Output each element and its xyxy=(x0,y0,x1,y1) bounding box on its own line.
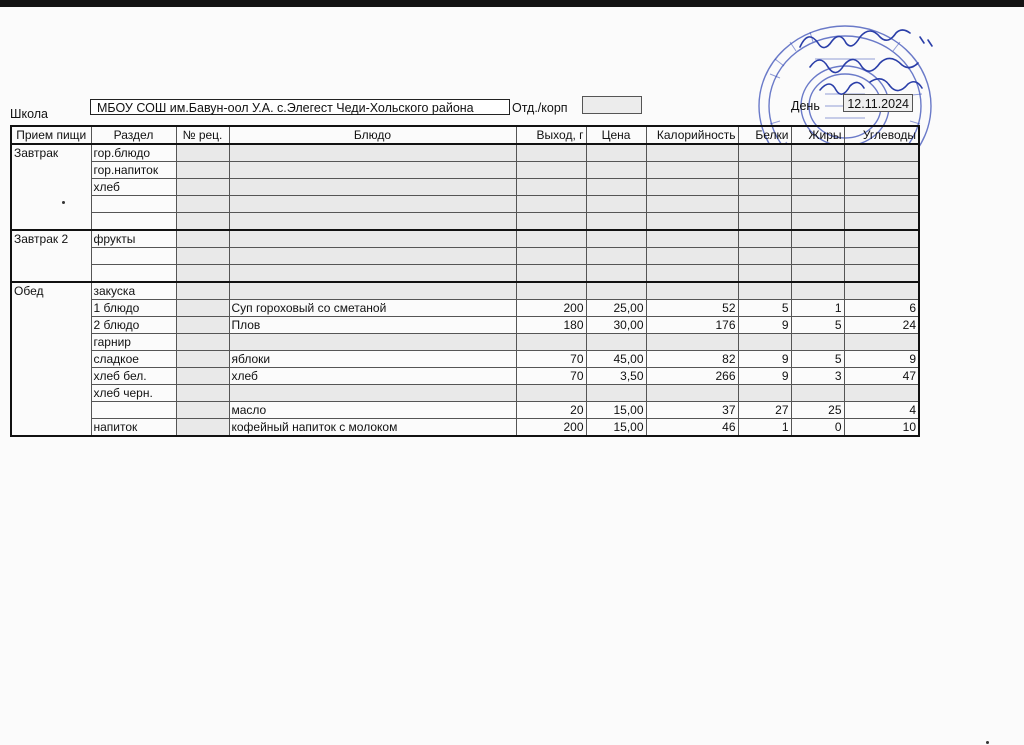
day-field: 12.11.2024 xyxy=(843,94,913,112)
col-header-recipe: № рец. xyxy=(176,126,229,144)
cell-yield xyxy=(516,385,586,402)
cell-price: 15,00 xyxy=(586,419,646,437)
cell-fat xyxy=(791,179,844,196)
cell-recipe-number xyxy=(176,248,229,265)
cell-price xyxy=(586,196,646,213)
cell-calories xyxy=(646,179,738,196)
cell-section: напиток xyxy=(91,419,176,437)
cell-dish xyxy=(229,230,516,248)
cell-protein xyxy=(738,282,791,300)
cell-yield xyxy=(516,282,586,300)
cell-fat: 3 xyxy=(791,368,844,385)
cell-price xyxy=(586,282,646,300)
cell-yield xyxy=(516,162,586,179)
cell-recipe-number xyxy=(176,385,229,402)
table-row xyxy=(11,230,919,248)
cell-price: 30,00 xyxy=(586,317,646,334)
meal-cell xyxy=(11,368,91,385)
cell-carbs xyxy=(844,230,919,248)
cell-recipe-number xyxy=(176,402,229,419)
meal-cell xyxy=(11,196,91,213)
day-label: День xyxy=(791,99,820,113)
menu-table xyxy=(10,125,920,437)
cell-carbs xyxy=(844,213,919,231)
meal-cell xyxy=(11,385,91,402)
cell-protein xyxy=(738,248,791,265)
cell-yield: 180 xyxy=(516,317,586,334)
table-row xyxy=(11,385,919,402)
cell-calories xyxy=(646,213,738,231)
cell-yield xyxy=(516,196,586,213)
cell-dish xyxy=(229,385,516,402)
meal-cell xyxy=(11,179,91,196)
cell-fat xyxy=(791,385,844,402)
cell-calories: 82 xyxy=(646,351,738,368)
dept-field xyxy=(582,96,642,114)
cell-dish xyxy=(229,196,516,213)
cell-dish xyxy=(229,248,516,265)
cell-yield: 200 xyxy=(516,300,586,317)
table-row xyxy=(11,162,919,179)
cell-price xyxy=(586,385,646,402)
cell-calories: 266 xyxy=(646,368,738,385)
cell-price xyxy=(586,144,646,162)
table-row xyxy=(11,144,919,162)
cell-calories xyxy=(646,282,738,300)
cell-carbs xyxy=(844,385,919,402)
cell-section: хлеб бел. xyxy=(91,368,176,385)
meal-cell xyxy=(11,402,91,419)
cell-price xyxy=(586,248,646,265)
cell-protein: 9 xyxy=(738,317,791,334)
scan-top-border xyxy=(0,0,1024,7)
cell-calories xyxy=(646,162,738,179)
cell-protein xyxy=(738,230,791,248)
cell-price: 25,00 xyxy=(586,300,646,317)
cell-carbs xyxy=(844,282,919,300)
cell-fat xyxy=(791,265,844,283)
cell-calories xyxy=(646,334,738,351)
cell-fat xyxy=(791,230,844,248)
col-header-fat: Жиры xyxy=(791,126,844,144)
cell-carbs xyxy=(844,248,919,265)
table-row xyxy=(11,196,919,213)
cell-fat: 0 xyxy=(791,419,844,437)
cell-fat xyxy=(791,282,844,300)
col-header-dish: Блюдо xyxy=(229,126,516,144)
cell-recipe-number xyxy=(176,334,229,351)
cell-yield: 200 xyxy=(516,419,586,437)
cell-yield xyxy=(516,179,586,196)
cell-fat xyxy=(791,213,844,231)
meal-cell xyxy=(11,265,91,283)
col-header-protein: Белки xyxy=(738,126,791,144)
cell-calories xyxy=(646,265,738,283)
cell-dish xyxy=(229,179,516,196)
cell-carbs: 47 xyxy=(844,368,919,385)
cell-dish xyxy=(229,265,516,283)
cell-recipe-number xyxy=(176,144,229,162)
school-name-field: МБОУ СОШ им.Бавун-оол У.А. с.Элегест Чеди-Хольского района xyxy=(90,99,510,115)
cell-carbs xyxy=(844,162,919,179)
cell-price xyxy=(586,179,646,196)
meal-cell xyxy=(11,317,91,334)
cell-yield xyxy=(516,144,586,162)
cell-protein xyxy=(738,213,791,231)
cell-dish: кофейный напиток с молоком xyxy=(229,419,516,437)
cell-section xyxy=(91,402,176,419)
col-header-kcal: Калорийность xyxy=(646,126,738,144)
cell-fat xyxy=(791,144,844,162)
cell-calories xyxy=(646,144,738,162)
cell-recipe-number xyxy=(176,196,229,213)
cell-section: хлеб черн. xyxy=(91,385,176,402)
table-row xyxy=(11,419,919,437)
cell-dish: Плов xyxy=(229,317,516,334)
meal-cell: Завтрак xyxy=(11,144,91,162)
cell-dish: масло xyxy=(229,402,516,419)
cell-yield xyxy=(516,213,586,231)
table-row xyxy=(11,265,919,283)
cell-protein: 27 xyxy=(738,402,791,419)
table-row xyxy=(11,368,919,385)
cell-yield xyxy=(516,265,586,283)
cell-price xyxy=(586,265,646,283)
cell-dish: яблоки xyxy=(229,351,516,368)
cell-price: 45,00 xyxy=(586,351,646,368)
scan-speck xyxy=(986,741,989,744)
cell-carbs xyxy=(844,144,919,162)
cell-carbs xyxy=(844,265,919,283)
cell-section xyxy=(91,265,176,283)
school-label: Школа xyxy=(10,107,48,121)
cell-protein: 9 xyxy=(738,368,791,385)
cell-recipe-number xyxy=(176,419,229,437)
cell-protein: 1 xyxy=(738,419,791,437)
cell-recipe-number xyxy=(176,213,229,231)
cell-section xyxy=(91,213,176,231)
cell-dish: хлеб xyxy=(229,368,516,385)
cell-recipe-number xyxy=(176,282,229,300)
dept-label: Отд./корп xyxy=(512,101,568,115)
cell-protein xyxy=(738,265,791,283)
cell-yield: 20 xyxy=(516,402,586,419)
cell-section xyxy=(91,248,176,265)
cell-section: 2 блюдо xyxy=(91,317,176,334)
menu-body xyxy=(11,144,919,436)
col-header-yield: Выход, г xyxy=(516,126,586,144)
cell-calories xyxy=(646,248,738,265)
cell-protein xyxy=(738,196,791,213)
cell-carbs: 24 xyxy=(844,317,919,334)
cell-carbs xyxy=(844,334,919,351)
cell-recipe-number xyxy=(176,317,229,334)
cell-recipe-number xyxy=(176,230,229,248)
cell-calories xyxy=(646,230,738,248)
cell-protein xyxy=(738,162,791,179)
cell-section: сладкое xyxy=(91,351,176,368)
meal-cell xyxy=(11,162,91,179)
cell-price xyxy=(586,230,646,248)
cell-yield: 70 xyxy=(516,351,586,368)
table-row xyxy=(11,248,919,265)
cell-section: 1 блюдо xyxy=(91,300,176,317)
cell-yield xyxy=(516,334,586,351)
cell-fat: 5 xyxy=(791,317,844,334)
cell-price: 15,00 xyxy=(586,402,646,419)
cell-fat xyxy=(791,196,844,213)
table-row xyxy=(11,317,919,334)
cell-recipe-number xyxy=(176,300,229,317)
cell-calories: 52 xyxy=(646,300,738,317)
cell-price xyxy=(586,334,646,351)
meal-cell: Обед xyxy=(11,282,91,300)
cell-section: гарнир xyxy=(91,334,176,351)
cell-calories: 176 xyxy=(646,317,738,334)
cell-carbs: 10 xyxy=(844,419,919,437)
cell-calories: 37 xyxy=(646,402,738,419)
cell-protein xyxy=(738,179,791,196)
cell-yield xyxy=(516,248,586,265)
cell-protein xyxy=(738,334,791,351)
meal-cell: Завтрак 2 xyxy=(11,230,91,248)
cell-protein: 9 xyxy=(738,351,791,368)
cell-carbs xyxy=(844,179,919,196)
meal-cell xyxy=(11,213,91,231)
meal-cell xyxy=(11,300,91,317)
cell-dish xyxy=(229,213,516,231)
meal-cell xyxy=(11,351,91,368)
cell-carbs: 6 xyxy=(844,300,919,317)
cell-section: гор.напиток xyxy=(91,162,176,179)
cell-fat xyxy=(791,334,844,351)
table-row xyxy=(11,300,919,317)
col-header-price: Цена xyxy=(586,126,646,144)
cell-price xyxy=(586,213,646,231)
cell-carbs: 9 xyxy=(844,351,919,368)
col-header-section: Раздел xyxy=(91,126,176,144)
cell-recipe-number xyxy=(176,368,229,385)
cell-section: закуска xyxy=(91,282,176,300)
col-header-meal: Прием пищи xyxy=(11,126,91,144)
cell-dish xyxy=(229,162,516,179)
cell-recipe-number xyxy=(176,351,229,368)
cell-recipe-number xyxy=(176,179,229,196)
table-row xyxy=(11,334,919,351)
cell-dish xyxy=(229,144,516,162)
cell-section xyxy=(91,196,176,213)
table-row xyxy=(11,213,919,231)
cell-fat xyxy=(791,162,844,179)
cell-recipe-number xyxy=(176,265,229,283)
cell-protein xyxy=(738,385,791,402)
cell-calories xyxy=(646,196,738,213)
cell-fat: 1 xyxy=(791,300,844,317)
cell-price: 3,50 xyxy=(586,368,646,385)
cell-fat xyxy=(791,248,844,265)
col-header-carbs: Углеводы xyxy=(844,126,919,144)
table-header-row xyxy=(11,126,919,144)
table-row xyxy=(11,282,919,300)
meal-cell xyxy=(11,334,91,351)
meal-cell xyxy=(11,419,91,437)
cell-calories xyxy=(646,385,738,402)
cell-section: фрукты xyxy=(91,230,176,248)
cell-protein: 5 xyxy=(738,300,791,317)
table-row xyxy=(11,351,919,368)
table-row xyxy=(11,402,919,419)
cell-section: гор.блюдо xyxy=(91,144,176,162)
cell-calories: 46 xyxy=(646,419,738,437)
cell-recipe-number xyxy=(176,162,229,179)
cell-carbs: 4 xyxy=(844,402,919,419)
cell-section: хлеб xyxy=(91,179,176,196)
cell-fat: 5 xyxy=(791,351,844,368)
table-row xyxy=(11,179,919,196)
cell-yield xyxy=(516,230,586,248)
cell-price xyxy=(586,162,646,179)
cell-dish: Суп гороховый со сметаной xyxy=(229,300,516,317)
cell-protein xyxy=(738,144,791,162)
cell-dish xyxy=(229,334,516,351)
cell-dish xyxy=(229,282,516,300)
meal-cell xyxy=(11,248,91,265)
cell-carbs xyxy=(844,196,919,213)
cell-yield: 70 xyxy=(516,368,586,385)
cell-fat: 25 xyxy=(791,402,844,419)
